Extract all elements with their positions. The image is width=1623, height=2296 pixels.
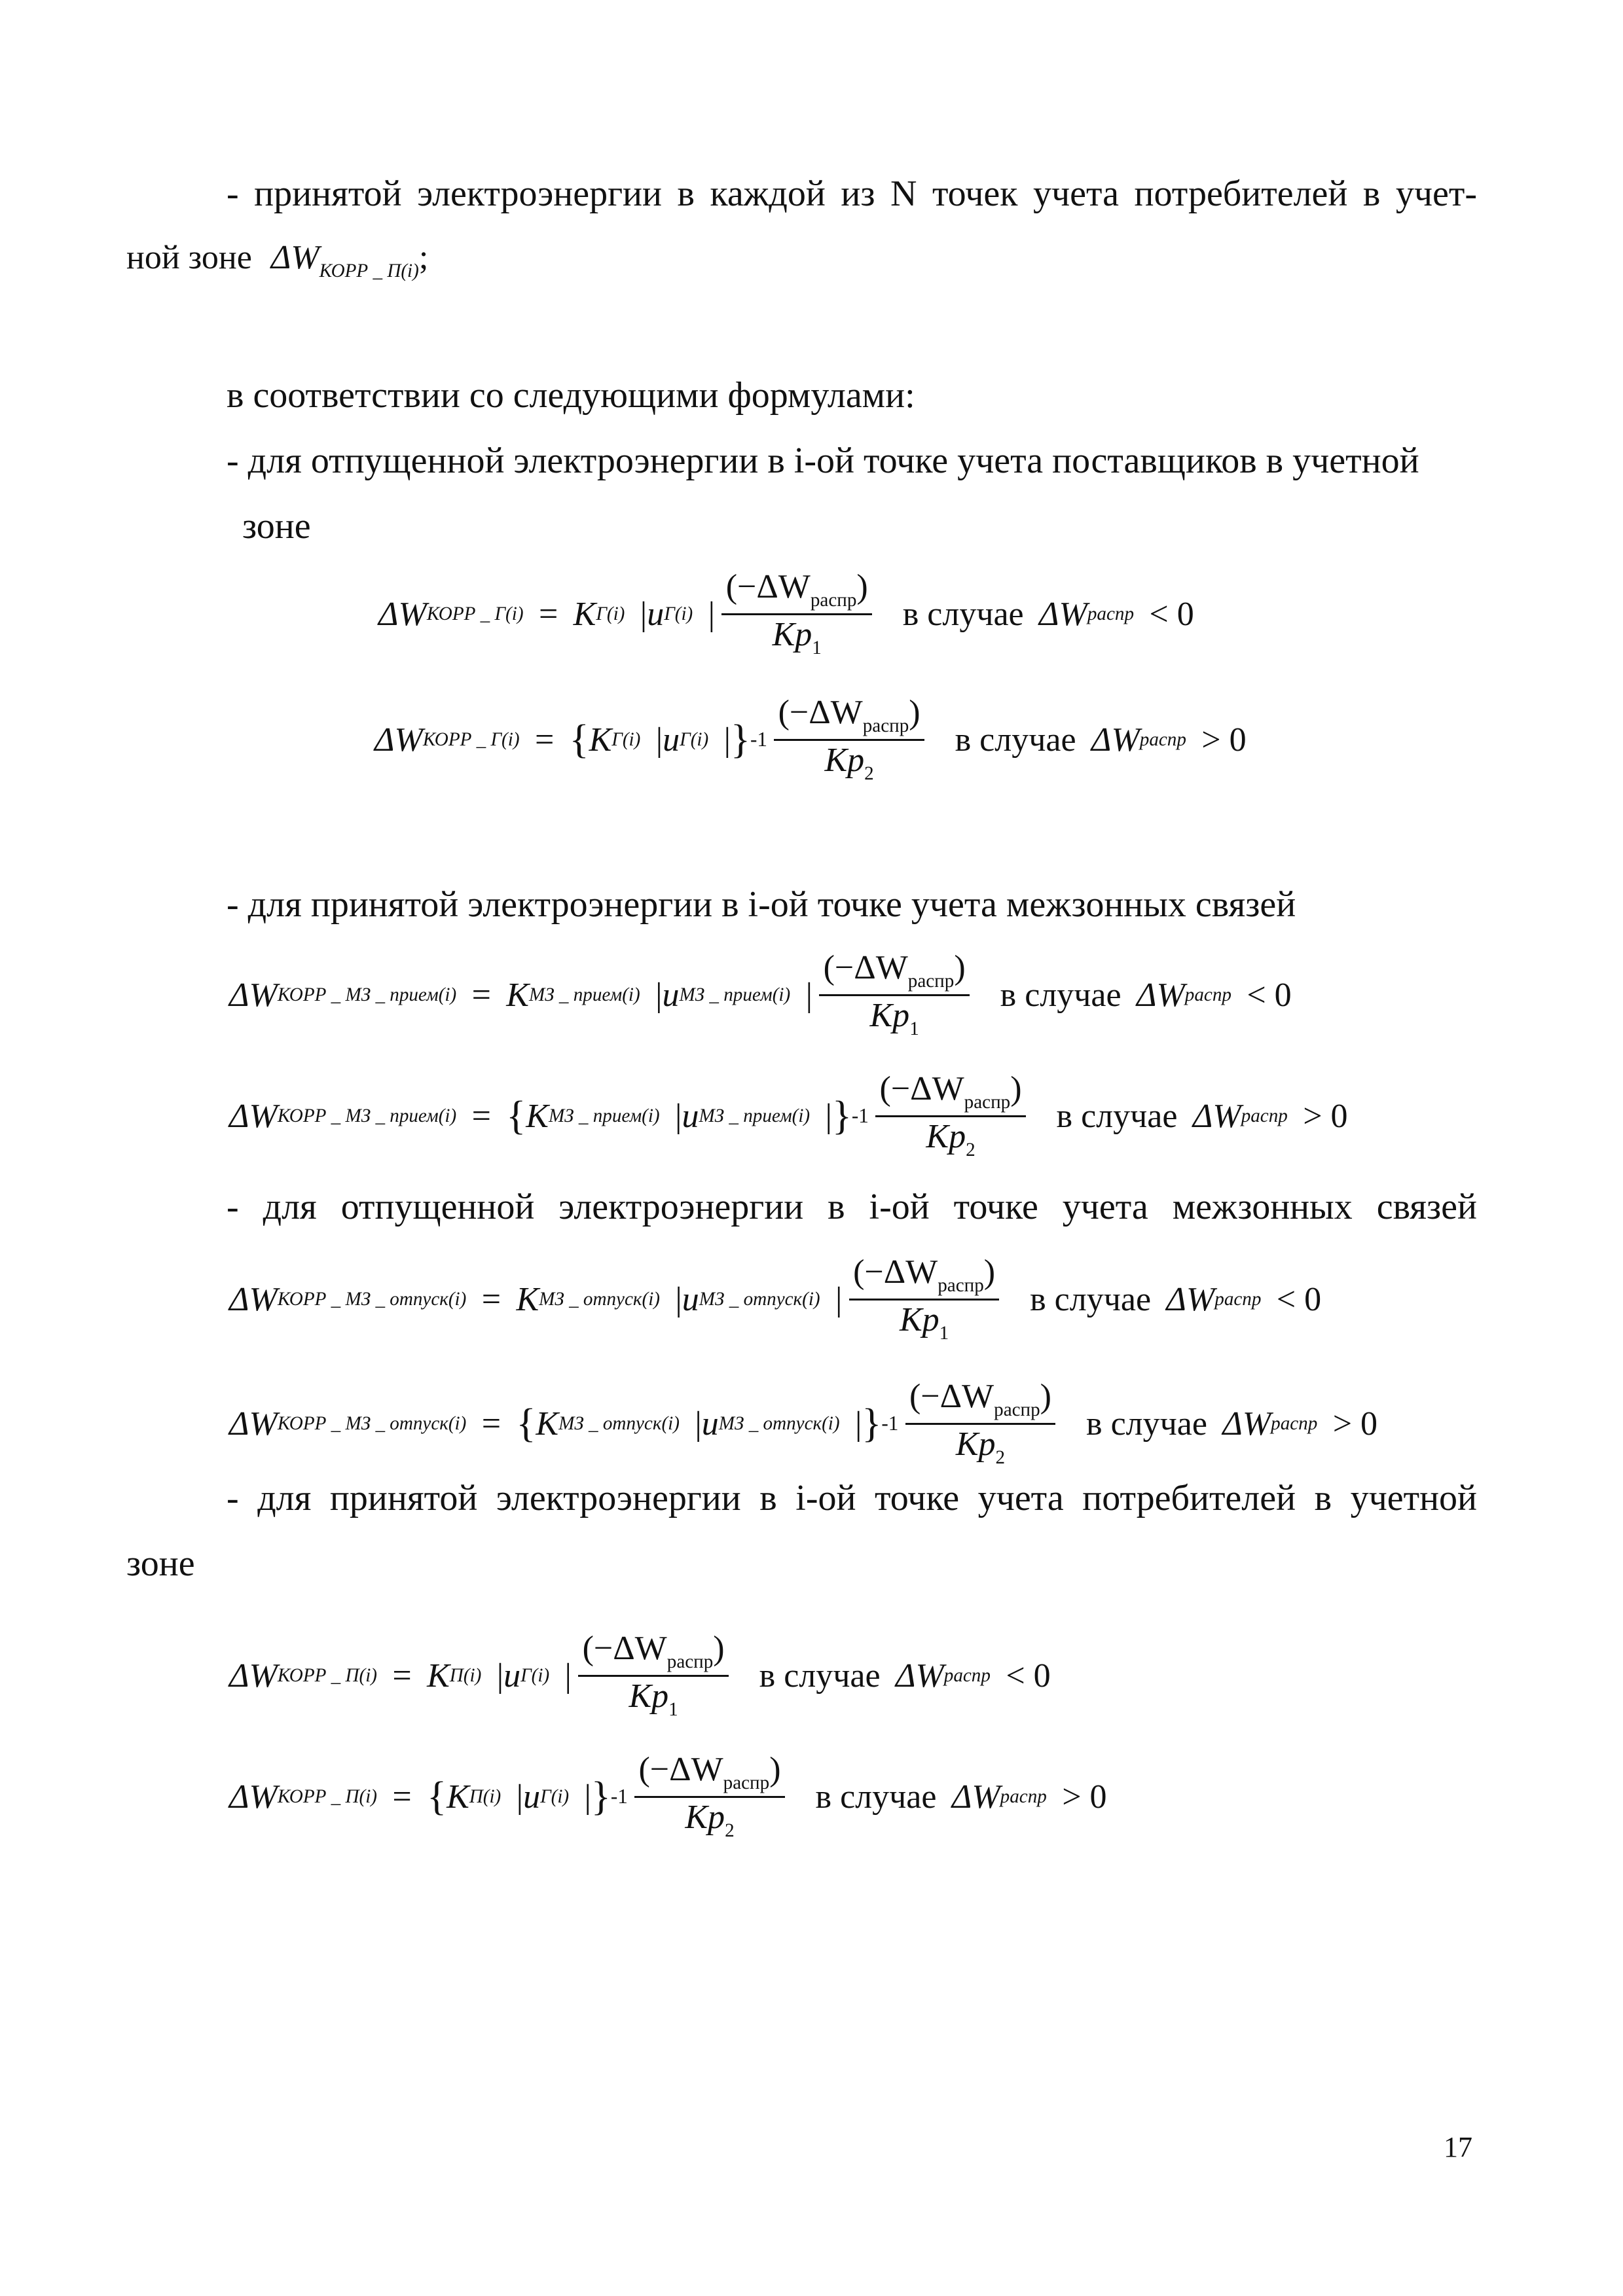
den-kp: Kp: [899, 1300, 939, 1338]
abs-bar-left: |: [695, 1405, 702, 1443]
cond-ineq: > 0: [1201, 721, 1247, 759]
num-open: (−ΔW: [879, 1070, 964, 1108]
formula-consumer-pos: [229, 1748, 1107, 1846]
cond-delta-w: ΔW: [1192, 1097, 1241, 1135]
abs-bar-left: |: [516, 1778, 524, 1816]
k-coef: K: [526, 1097, 549, 1135]
lhs-subscript: КОРР _ Г(i): [422, 728, 520, 750]
u-subscript: МЗ _ отпуск(i): [699, 1288, 820, 1310]
cond-ineq: < 0: [1247, 976, 1292, 1014]
u-subscript: Г(i): [520, 1664, 550, 1686]
u-subscript: МЗ _ отпуск(i): [718, 1412, 840, 1434]
num-sub: распр: [810, 590, 857, 611]
k-coef: K: [573, 595, 596, 633]
case-text: в случае: [1030, 1280, 1152, 1318]
cond-ineq: < 0: [1276, 1280, 1322, 1318]
right-brace: }: [831, 1093, 852, 1138]
cond-delta-w: ΔW: [1091, 721, 1140, 759]
fraction: [849, 1255, 1000, 1343]
abs-bar-right: |: [584, 1778, 591, 1816]
fraction: [774, 695, 924, 783]
formula-interzone-recv-pos: [229, 1067, 1348, 1165]
k-subscript: П(i): [469, 1785, 501, 1807]
inverse-exponent: -1: [610, 1785, 628, 1808]
delta-w-symbol: ΔW: [270, 239, 319, 276]
k-coef: K: [536, 1405, 559, 1443]
num-close: ): [954, 949, 966, 987]
k-subscript: Г(i): [596, 603, 625, 624]
num-sub: распр: [994, 1399, 1040, 1421]
k-coef: K: [447, 1778, 469, 1816]
cond-sub: распр: [1214, 1288, 1262, 1310]
formula-interzone-send-neg: [229, 1250, 1321, 1348]
k-coef: K: [589, 721, 612, 759]
u-subscript: Г(i): [680, 728, 709, 750]
cond-delta-w: ΔW: [1222, 1405, 1271, 1443]
left-brace: {: [427, 1774, 447, 1819]
k-subscript: МЗ _ прием(i): [528, 984, 640, 1005]
lhs-delta-w: ΔW: [229, 1405, 278, 1443]
cond-ineq: > 0: [1332, 1405, 1378, 1443]
den-index: 2: [725, 1820, 735, 1841]
k-coef: K: [516, 1280, 539, 1318]
line-1: - принятой электроэнергии в каждой из N точек учета потребителей в учет-: [227, 173, 1477, 214]
cond-ineq: < 0: [1006, 1657, 1051, 1695]
case-text: в случае: [815, 1778, 937, 1816]
left-brace: {: [569, 717, 589, 762]
cond-delta-w: ΔW: [1166, 1280, 1215, 1318]
cond-ineq: < 0: [1149, 595, 1194, 633]
den-index: 1: [909, 1018, 919, 1039]
abs-bar-right: |: [854, 1405, 862, 1443]
k-subscript: Г(i): [611, 728, 641, 750]
fraction: [578, 1631, 729, 1719]
lhs-delta-w: ΔW: [229, 1280, 278, 1318]
lhs-subscript: КОРР _ МЗ _ прием(i): [277, 984, 457, 1005]
lhs-delta-w: ΔW: [229, 976, 278, 1014]
formula-supplier-neg: [378, 565, 1194, 663]
cond-delta-w: ΔW: [951, 1778, 1000, 1816]
formula-consumer-neg: [229, 1626, 1051, 1725]
num-close: ): [1010, 1070, 1022, 1108]
den-kp: Kp: [772, 615, 812, 653]
equals-sign: =: [471, 976, 491, 1014]
fraction: [634, 1752, 785, 1840]
abs-bar-right: |: [723, 721, 731, 759]
formula-supplier-pos: [374, 691, 1247, 789]
den-index: 2: [995, 1446, 1006, 1468]
fraction: [721, 569, 872, 658]
fraction: [905, 1379, 1056, 1467]
den-kp: Kp: [685, 1798, 725, 1836]
num-sub: распр: [723, 1772, 770, 1794]
equals-sign: =: [392, 1657, 412, 1695]
cond-sub: распр: [1184, 984, 1231, 1005]
fraction: [875, 1071, 1026, 1160]
num-close: ): [856, 568, 868, 606]
u-var: u: [682, 1097, 699, 1135]
den-kp: Kp: [629, 1677, 669, 1715]
u-var: u: [503, 1657, 521, 1695]
num-open: (−ΔW: [823, 949, 908, 987]
cond-delta-w: ΔW: [895, 1657, 944, 1695]
interzone-recv-heading: - для принятой электроэнергии в i-ой точке учета межзонных связей: [227, 884, 1296, 925]
k-subscript: МЗ _ отпуск(i): [539, 1288, 660, 1310]
inverse-exponent: -1: [750, 728, 767, 751]
k-subscript: МЗ _ отпуск(i): [558, 1412, 680, 1434]
lhs-delta-w: ΔW: [374, 721, 423, 759]
k-subscript: МЗ _ прием(i): [548, 1105, 660, 1126]
num-sub: распр: [907, 971, 955, 992]
right-brace: }: [862, 1401, 882, 1446]
den-kp: Kp: [869, 996, 910, 1034]
abs-bar-left: |: [496, 1657, 504, 1695]
case-text: в случае: [902, 595, 1024, 633]
case-text: в случае: [1000, 976, 1122, 1014]
num-open: (−ΔW: [582, 1630, 667, 1668]
abs-bar-left: |: [655, 976, 663, 1014]
abs-bar-left: |: [675, 1097, 682, 1135]
case-text: в случае: [1086, 1405, 1207, 1443]
num-close: ): [1040, 1378, 1051, 1416]
consumer-zone: зоне: [126, 1543, 195, 1584]
cond-sub: распр: [1087, 603, 1135, 624]
den-kp: Kp: [824, 741, 865, 779]
abs-bar-right: |: [564, 1657, 572, 1695]
den-index: 2: [864, 762, 874, 784]
num-open: (−ΔW: [638, 1751, 723, 1789]
u-subscript: Г(i): [664, 603, 693, 624]
num-open: (−ΔW: [778, 694, 863, 732]
equals-sign: =: [534, 721, 555, 759]
num-close: ): [769, 1751, 781, 1789]
lhs-delta-w: ΔW: [229, 1657, 278, 1695]
den-kp: Kp: [926, 1117, 966, 1155]
num-close: ): [713, 1630, 725, 1668]
u-var: u: [701, 1405, 719, 1443]
interzone-send-heading: - для отпущенной электроэнергии в i-ой точке учета межзонных связей: [227, 1187, 1477, 1227]
cond-sub: распр: [943, 1664, 991, 1686]
abs-bar-right: |: [835, 1280, 843, 1318]
cond-sub: распр: [1139, 728, 1186, 750]
u-var: u: [662, 976, 680, 1014]
left-brace: {: [516, 1401, 536, 1446]
num-sub: распр: [666, 1651, 714, 1673]
consumer-heading: - для принятой электроэнергии в i-ой точке учета потребителей в учетной: [227, 1478, 1477, 1518]
cond-delta-w: ΔW: [1136, 976, 1185, 1014]
abs-bar-right: |: [825, 1097, 832, 1135]
cond-delta-w: ΔW: [1039, 595, 1087, 633]
num-open: (−ΔW: [725, 568, 811, 606]
supplier-heading: - для отпущенной электроэнергии в i-ой точке учета поставщиков в учетной: [227, 440, 1419, 481]
equals-sign: =: [538, 595, 558, 633]
den-index: 2: [966, 1139, 976, 1160]
den-index: 1: [812, 637, 822, 658]
page-number: 17: [1444, 2131, 1472, 2163]
u-subscript: МЗ _ прием(i): [679, 984, 791, 1005]
lhs-subscript: КОРР _ МЗ _ отпуск(i): [277, 1412, 467, 1434]
case-text: в случае: [759, 1657, 881, 1695]
equals-sign: =: [471, 1097, 491, 1135]
u-var: u: [682, 1280, 699, 1318]
lhs-subscript: КОРР _ Г(i): [426, 603, 524, 624]
abs-bar-right: |: [805, 976, 812, 1014]
case-text: в случае: [955, 721, 1076, 759]
equals-sign: =: [481, 1280, 501, 1318]
abs-bar-left: |: [655, 721, 663, 759]
lhs-subscript: КОРР _ МЗ _ прием(i): [277, 1105, 457, 1126]
right-brace: }: [591, 1774, 611, 1819]
u-subscript: МЗ _ прием(i): [699, 1105, 811, 1126]
case-text: в случае: [1056, 1097, 1178, 1135]
num-close: ): [983, 1253, 996, 1291]
u-var: u: [663, 721, 680, 759]
line-2: [126, 236, 428, 293]
lhs-subscript: КОРР _ П(i): [277, 1664, 377, 1686]
k-coef: K: [427, 1657, 450, 1695]
line-2-prefix: ной зоне: [126, 239, 252, 276]
korr-p-subscript: КОРР _ П(i): [319, 260, 419, 282]
den-index: 1: [939, 1322, 949, 1344]
right-brace: }: [731, 717, 750, 762]
abs-bar-right: |: [708, 595, 716, 633]
cond-ineq: > 0: [1062, 1778, 1107, 1816]
abs-bar-left: |: [675, 1280, 682, 1318]
den-index: 1: [668, 1698, 678, 1720]
num-sub: распр: [862, 715, 909, 737]
num-sub: распр: [938, 1275, 984, 1297]
u-var: u: [523, 1778, 541, 1816]
supplier-zone: зоне: [242, 506, 311, 547]
equals-sign: =: [392, 1778, 412, 1816]
lhs-delta-w: ΔW: [378, 595, 427, 633]
lhs-subscript: КОРР _ МЗ _ отпуск(i): [277, 1288, 467, 1310]
k-coef: K: [506, 976, 529, 1014]
num-open: (−ΔW: [909, 1378, 994, 1416]
lhs-subscript: КОРР _ П(i): [277, 1785, 377, 1807]
cond-sub: распр: [1000, 1785, 1047, 1807]
equals-sign: =: [481, 1405, 501, 1443]
lhs-delta-w: ΔW: [229, 1778, 278, 1816]
inverse-exponent: -1: [881, 1412, 899, 1435]
abs-bar-left: |: [640, 595, 647, 633]
num-close: ): [909, 694, 921, 732]
fraction: [819, 950, 970, 1039]
k-subscript: П(i): [449, 1664, 482, 1686]
left-brace: {: [506, 1093, 526, 1138]
formula-interzone-recv-neg: [229, 946, 1292, 1044]
den-kp: Kp: [955, 1425, 996, 1463]
cond-ineq: > 0: [1303, 1097, 1348, 1135]
inverse-exponent: -1: [851, 1104, 869, 1127]
cond-sub: распр: [1271, 1412, 1318, 1434]
lhs-delta-w: ΔW: [229, 1097, 278, 1135]
line-2-suffix: ;: [418, 239, 429, 276]
formula-interzone-send-pos: [229, 1374, 1377, 1473]
num-open: (−ΔW: [853, 1253, 938, 1291]
u-var: u: [647, 595, 665, 633]
num-sub: распр: [964, 1092, 1011, 1113]
cond-sub: распр: [1241, 1105, 1288, 1126]
u-subscript: Г(i): [540, 1785, 570, 1807]
formulas-intro: в соответствии со следующими формулами:: [227, 375, 915, 416]
